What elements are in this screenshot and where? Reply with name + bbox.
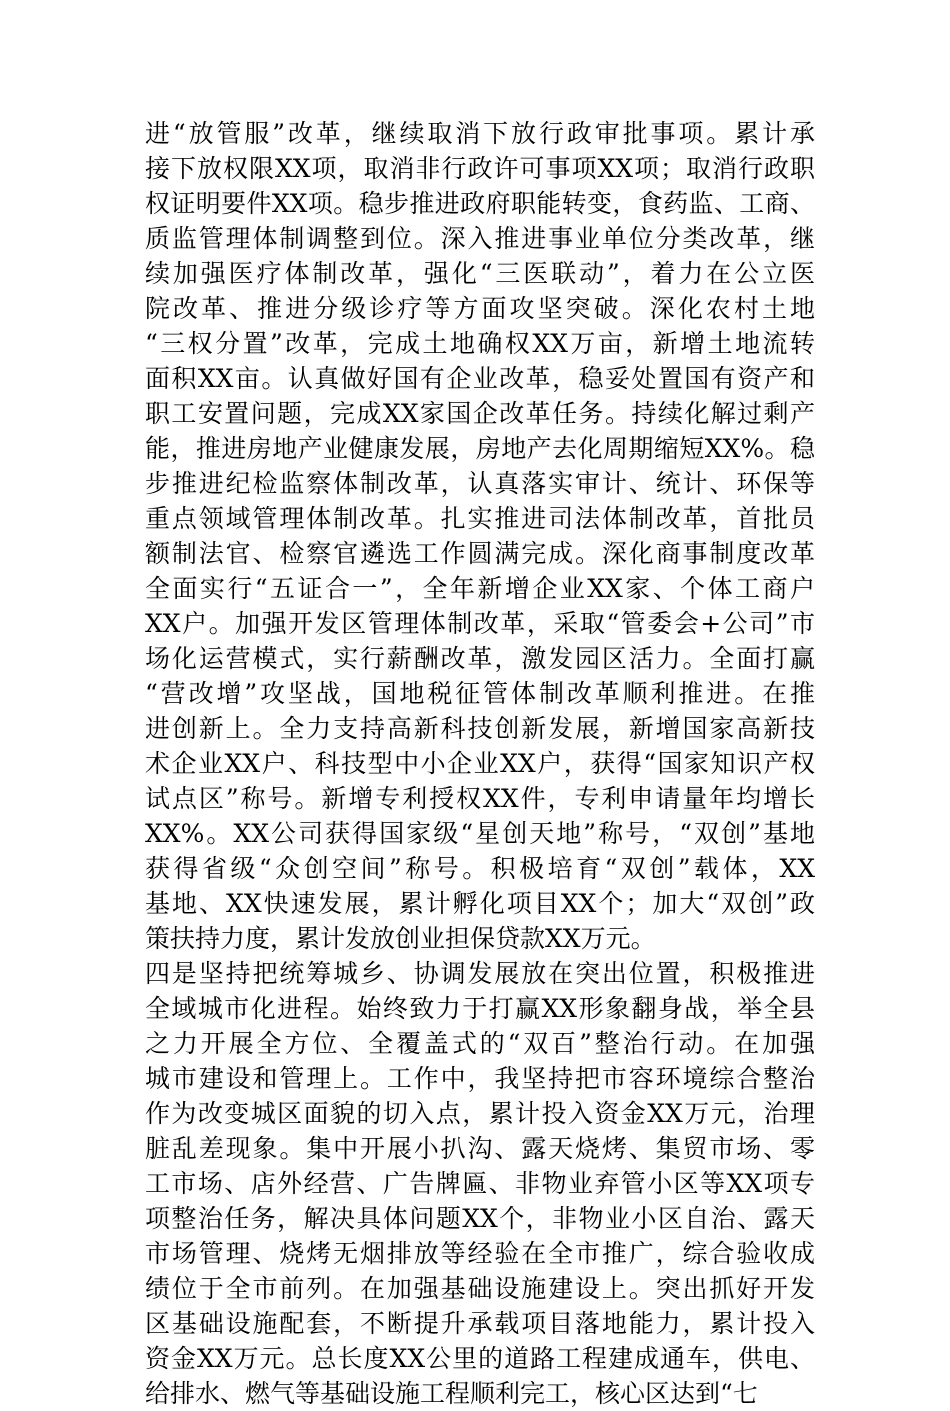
text-line: 全面实行“五证合一”，全年新增企业XX家、个体工商户 [145, 574, 815, 603]
paragraph-1 [145, 116, 815, 956]
body-text [145, 116, 815, 1411]
text-line: “营改增”攻坚战，国地税征管体制改革顺利推进。在推 [145, 679, 815, 708]
text-line: 额制法官、检察官遴选工作圆满完成。深化商事制度改革 [145, 539, 815, 568]
text-line: 全域城市化进程。始终致力于打赢XX形象翻身战，举全县 [145, 994, 815, 1023]
text-line: 进“放管服”改革，继续取消下放行政审批事项。累计承 [145, 119, 815, 148]
text-line: XX户。加强开发区管理体制改革，采取“管委会+公司”市 [145, 609, 815, 638]
text-line: 市场管理、烧烤无烟排放等经验在全市推广，综合验收成 [145, 1239, 815, 1268]
text-line: 能，推进房地产业健康发展，房地产去化周期缩短XX%。稳 [145, 434, 815, 463]
text-line: 职工安置问题，完成XX家国企改革任务。持续化解过剩产 [145, 399, 815, 428]
text-line: 给排水、燃气等基础设施工程顺利完工，核心区达到“七 [145, 1379, 758, 1408]
text-line: 术企业XX户、科技型中小企业XX户，获得“国家知识产权 [145, 749, 815, 778]
text-line: 工市场、店外经营、广告牌匾、非物业弃管小区等XX项专 [145, 1169, 815, 1198]
paragraph-2 [145, 956, 815, 1411]
text-line: 场化运营模式，实行薪酬改革，激发园区活力。全面打赢 [145, 644, 815, 673]
text-line: 质监管理体制调整到位。深入推进事业单位分类改革，继 [145, 224, 815, 253]
text-line: 试点区”称号。新增专利授权XX件，专利申请量年均增长 [145, 784, 815, 813]
text-line: 作为改变城区面貌的切入点，累计投入资金XX万元，治理 [145, 1099, 815, 1128]
text-line: 进创新上。全力支持高新科技创新发展，新增国家高新技 [145, 714, 815, 743]
text-line: 续加强医疗体制改革，强化“三医联动”，着力在公立医 [145, 259, 815, 288]
text-line: 城市建设和管理上。工作中，我坚持把市容环境综合整治 [145, 1064, 815, 1093]
text-line: 之力开展全方位、全覆盖式的“双百”整治行动。在加强 [145, 1029, 815, 1058]
text-line: 基地、XX快速发展，累计孵化项目XX个；加大“双创”政 [145, 889, 815, 918]
text-line: 面积XX亩。认真做好国有企业改革，稳妥处置国有资产和 [145, 364, 815, 393]
text-line: 院改革、推进分级诊疗等方面攻坚突破。深化农村土地 [145, 294, 815, 323]
text-line: 重点领域管理体制改革。扎实推进司法体制改革，首批员 [145, 504, 815, 533]
text-line: 策扶持力度，累计发放创业担保贷款XX万元。 [145, 924, 656, 953]
text-line: “三权分置”改革，完成土地确权XX万亩，新增土地流转 [145, 329, 815, 358]
text-line: 步推进纪检监察体制改革，认真落实审计、统计、环保等 [145, 469, 815, 498]
text-line: 权证明要件XX项。稳步推进政府职能转变，食药监、工商、 [145, 189, 815, 218]
text-line: 脏乱差现象。集中开展小扒沟、露天烧烤、集贸市场、零 [145, 1134, 815, 1163]
text-line: 四是坚持把统筹城乡、协调发展放在突出位置，积极推进 [145, 959, 815, 988]
text-line: 资金XX万元。总长度XX公里的道路工程建成通车，供电、 [145, 1344, 815, 1373]
text-line: XX%。XX公司获得国家级“星创天地”称号，“双创”基地 [145, 819, 815, 848]
text-line: 接下放权限XX项，取消非行政许可事项XX项；取消行政职 [145, 154, 815, 183]
text-line: 绩位于全市前列。在加强基础设施建设上。突出抓好开发 [145, 1274, 815, 1303]
text-line: 获得省级“众创空间”称号。积极培育“双创”载体，XX [145, 854, 815, 883]
text-line: 项整治任务，解决具体问题XX个，非物业小区自治、露天 [145, 1204, 815, 1233]
text-line: 区基础设施配套，不断提升承载项目落地能力，累计投入 [145, 1309, 815, 1338]
